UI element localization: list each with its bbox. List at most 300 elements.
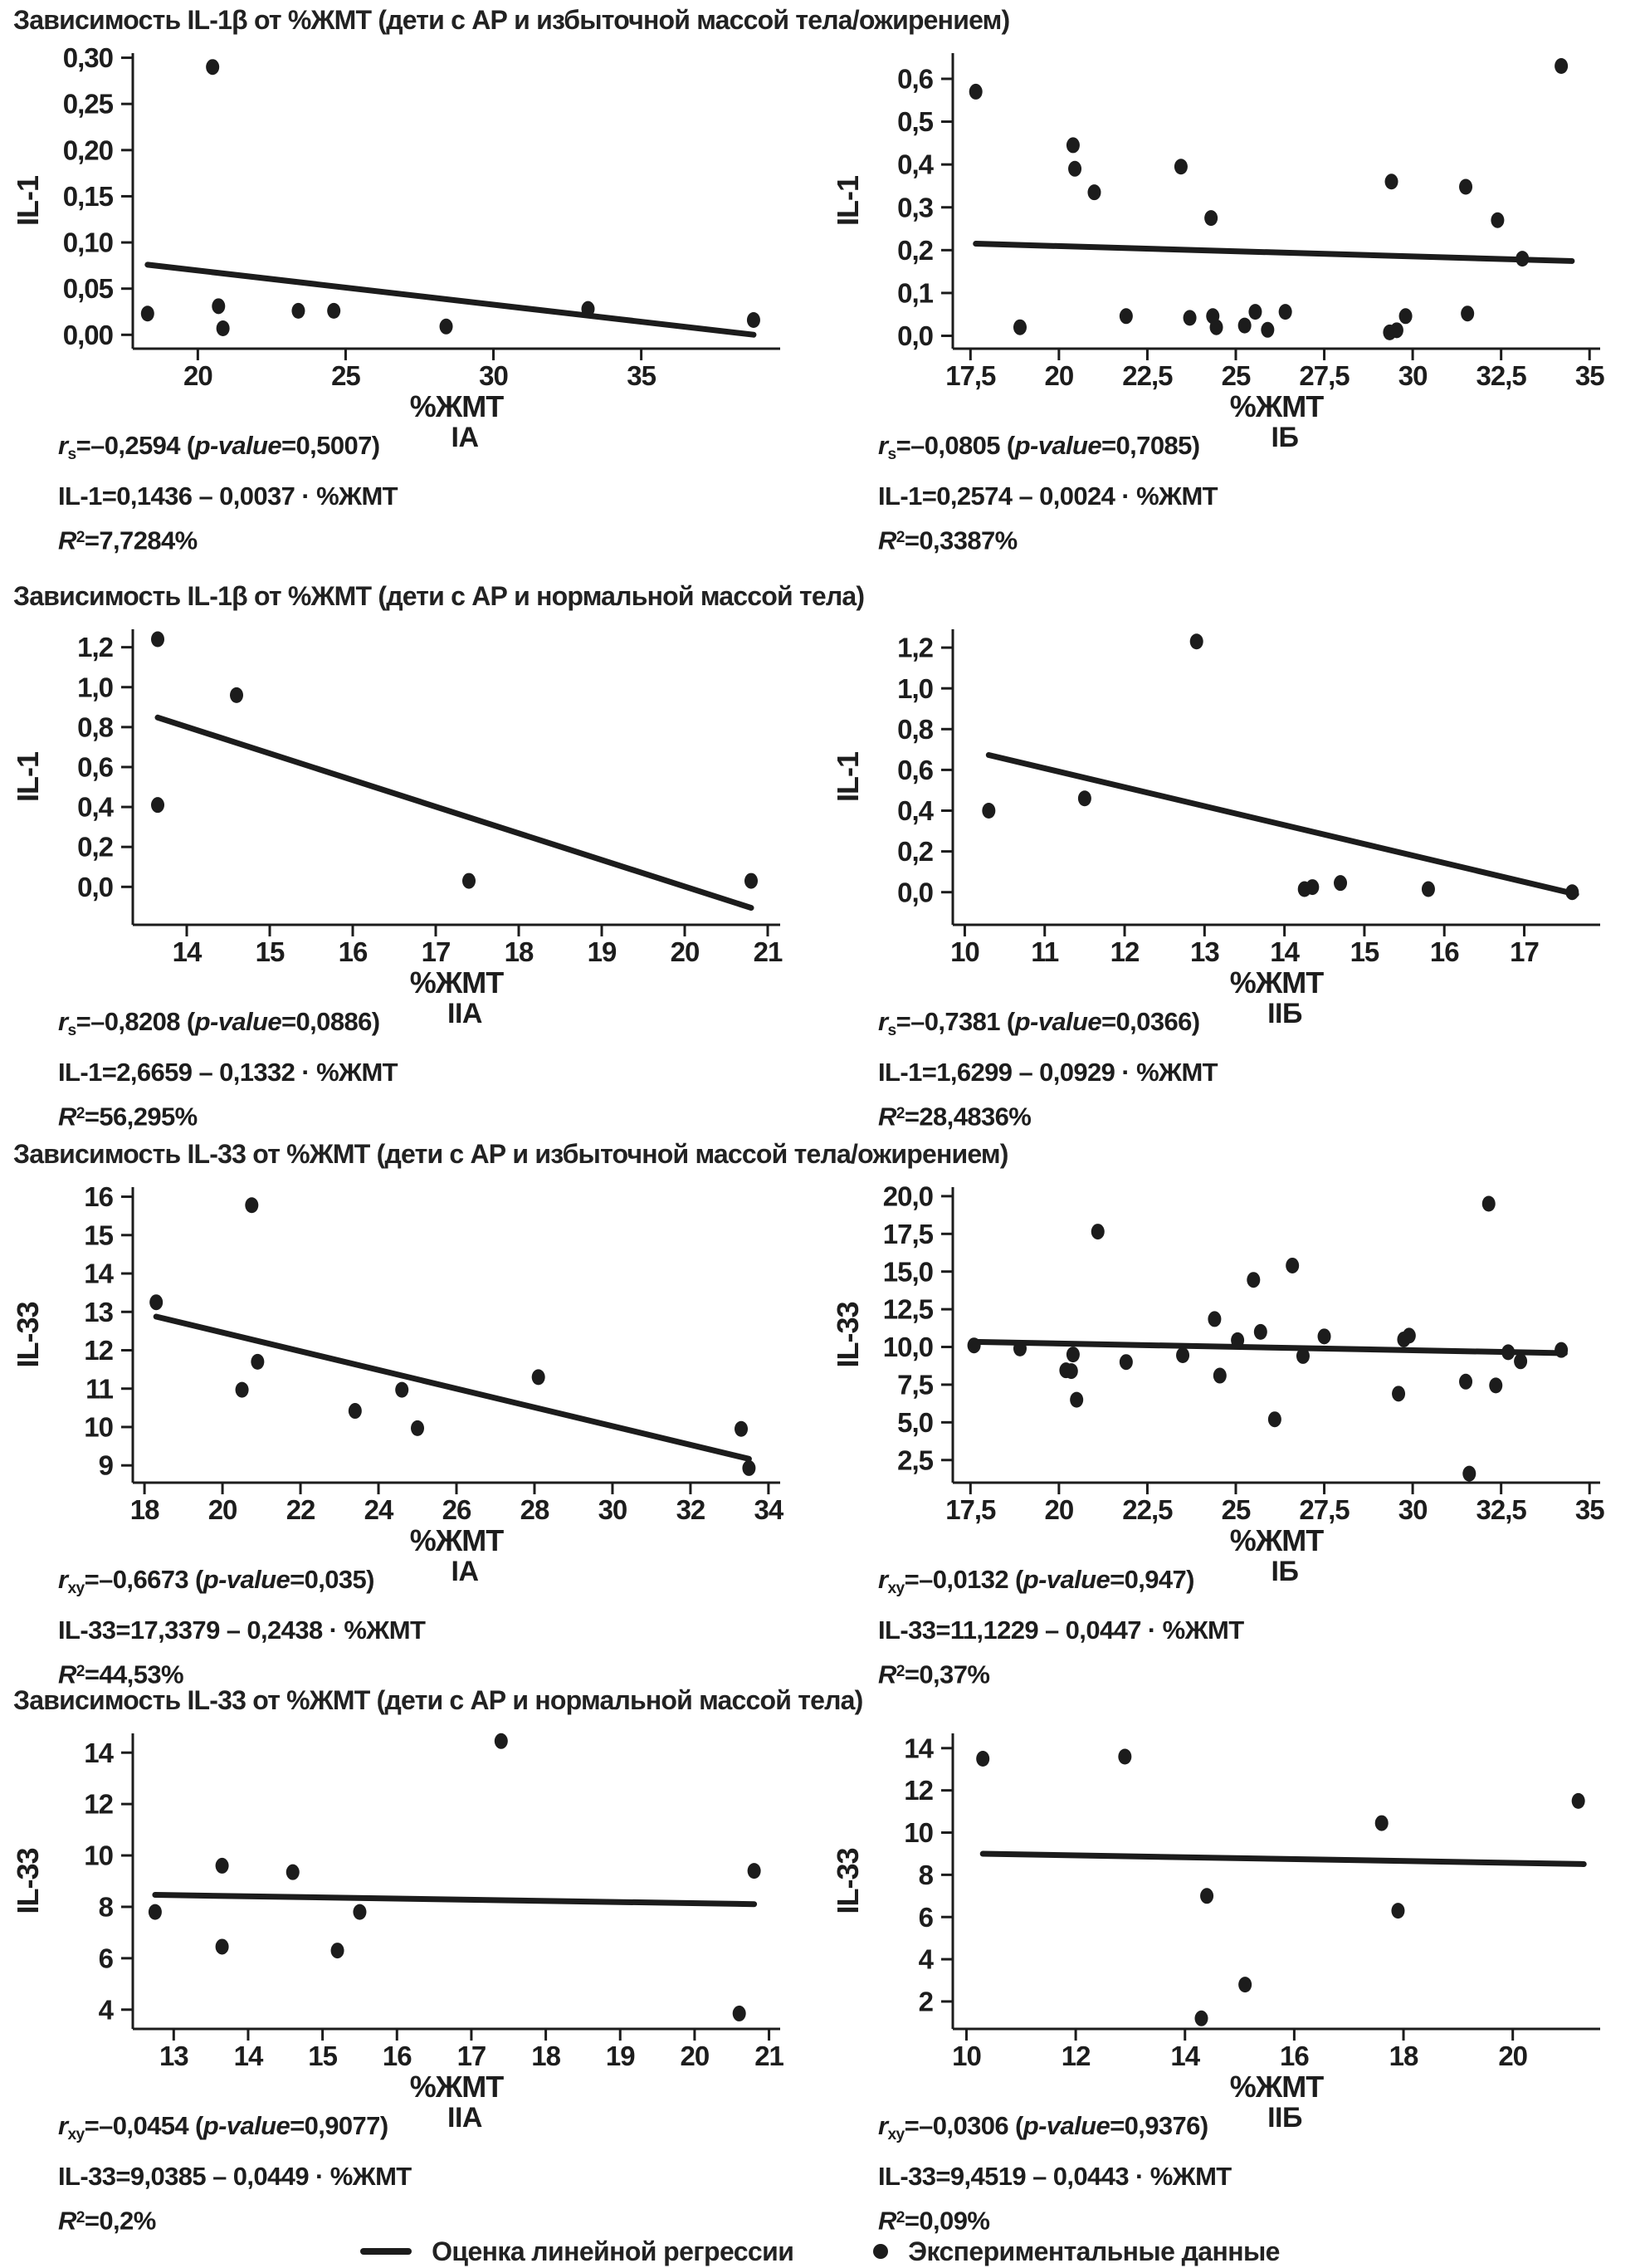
data-point	[976, 1751, 989, 1767]
x-tick-label: 22,5	[1122, 360, 1173, 391]
data-point	[1555, 1342, 1568, 1358]
y-tick-label: 0,05	[62, 273, 113, 305]
data-point	[286, 1865, 300, 1880]
x-tick-label: 20	[670, 936, 700, 967]
stats-block	[878, 425, 1218, 561]
data-point	[1200, 1888, 1213, 1904]
data-point	[982, 803, 995, 819]
x-tick-label: 20	[680, 2041, 710, 2071]
y-tick-label: 17,5	[882, 1218, 933, 1249]
y-tick-label: 0,0	[77, 871, 113, 902]
data-point	[1489, 1377, 1502, 1393]
panel-label: IБ	[1271, 1556, 1299, 1587]
x-tick-label: 30	[598, 1494, 627, 1525]
x-tick-label: 16	[1429, 936, 1459, 967]
y-tick-label: 15,0	[882, 1256, 933, 1288]
data-point	[1066, 137, 1080, 153]
y-tick-label: 14	[84, 1737, 113, 1768]
axes	[133, 1733, 780, 2029]
y-tick-label: 16	[84, 1181, 113, 1213]
data-point-swatch-icon	[873, 2244, 888, 2259]
y-tick-label: 0,15	[62, 180, 113, 212]
data-point	[1491, 213, 1504, 228]
data-point	[968, 1337, 981, 1353]
x-tick-label: 18	[129, 1494, 159, 1525]
data-point	[1247, 1272, 1260, 1288]
y-tick-label: 14	[904, 1733, 933, 1764]
x-tick-label: 35	[627, 360, 656, 391]
data-point	[748, 1863, 761, 1879]
data-point	[1068, 161, 1081, 177]
data-point	[1385, 174, 1398, 189]
data-point	[1422, 882, 1435, 897]
y-tick-label: 15	[84, 1220, 113, 1251]
data-point	[1120, 308, 1133, 324]
y-axis-label: IL-1	[831, 751, 865, 803]
y-tick-label: 0,30	[62, 42, 113, 74]
y-tick-label: 10	[84, 1411, 113, 1443]
scatter-chart-IIA-il-1	[0, 618, 788, 995]
stats-block	[58, 1559, 425, 1695]
data-point	[744, 873, 758, 889]
x-axis-label: %ЖМТ	[1229, 2070, 1324, 2099]
data-point	[1318, 1328, 1331, 1344]
legend-item-experimental	[873, 2236, 1280, 2267]
data-point	[1254, 1324, 1267, 1340]
scatter-chart-IA-il-33	[0, 1176, 788, 1553]
x-tick-label: 27,5	[1299, 1494, 1350, 1525]
data-point	[742, 1460, 755, 1476]
data-point	[1516, 251, 1529, 266]
x-tick-label: 32,5	[1476, 1494, 1526, 1525]
data-point	[245, 1197, 258, 1213]
data-point	[1565, 884, 1579, 900]
x-tick-label: 17	[421, 936, 451, 967]
x-tick-label: 14	[1270, 936, 1299, 967]
data-point	[291, 303, 305, 319]
x-tick-label: 28	[520, 1494, 549, 1525]
data-point	[1194, 2011, 1208, 2026]
panel-label: IIA	[447, 2102, 482, 2134]
row-il33-overweight	[0, 1139, 1640, 1720]
x-tick-label: 17	[456, 2041, 486, 2071]
data-point	[1375, 1816, 1389, 1831]
x-tick-label: 14	[172, 936, 202, 967]
row-title: Зависимость IL-33 от %ЖМТ (дети с АР и избыточной массой тела/ожирением)	[13, 1139, 1008, 1169]
data-point	[251, 1354, 264, 1370]
data-point	[216, 1938, 229, 1954]
x-tick-label: 22	[286, 1494, 315, 1525]
data-point	[1184, 310, 1197, 325]
y-tick-label: 13	[84, 1296, 113, 1327]
stats-block	[878, 1559, 1244, 1695]
stats-correlation-line: $r_{xy}=-0,6673$ (p-value=0,035)	[58, 1565, 374, 1597]
data-point	[462, 873, 476, 889]
data-point	[151, 797, 164, 813]
data-point	[1248, 304, 1262, 320]
axes	[953, 1187, 1600, 1483]
y-tick-label: 20,0	[882, 1180, 933, 1212]
data-point	[1091, 1224, 1105, 1239]
data-point	[1070, 1392, 1083, 1408]
data-point	[1231, 1332, 1244, 1348]
stats-correlation-line: $r_{xy}=-0,0306$ (p-value=0,9376)	[878, 2111, 1208, 2143]
data-point	[1461, 305, 1474, 321]
x-tick-label: 16	[382, 2041, 412, 2071]
x-tick-label: 21	[754, 2041, 783, 2071]
x-tick-label: 20	[1498, 2041, 1528, 2071]
y-tick-label: 0,25	[62, 88, 113, 120]
data-point	[733, 2006, 746, 2021]
y-tick-label: 0,6	[897, 754, 933, 785]
panel-label: IIA	[447, 998, 482, 1029]
x-tick-label: 32	[676, 1494, 705, 1525]
stats-r2-line: $R^2=0,2\%$	[58, 2206, 156, 2236]
x-tick-label: 21	[753, 936, 783, 967]
data-point	[1261, 322, 1274, 338]
x-axis-label: %ЖМТ	[409, 389, 504, 419]
data-point	[1399, 308, 1413, 324]
stats-r2-line: $R^2=0,3387\%$	[878, 525, 1018, 555]
scatter-chart-IБ-il-1	[820, 42, 1608, 419]
data-point	[1501, 1344, 1515, 1360]
row-il1-overweight	[0, 5, 1640, 586]
y-tick-label: 6	[98, 1943, 113, 1974]
y-axis-label: IL-33	[831, 1302, 865, 1368]
data-point	[1120, 1354, 1133, 1370]
data-point	[1268, 1411, 1281, 1427]
x-tick-label: 35	[1574, 360, 1604, 391]
stats-r2-line: $R^2=28,4836\%$	[878, 1102, 1032, 1132]
data-point	[236, 1382, 249, 1398]
x-tick-label: 27,5	[1299, 360, 1350, 391]
panel-il1-overweight-a	[0, 42, 820, 581]
x-tick-label: 30	[1398, 360, 1428, 391]
y-tick-label: 1,2	[897, 632, 933, 663]
data-point	[349, 1403, 362, 1419]
stats-correlation-line: $r_s=-0,0805$ (p-value=0,7085)	[878, 431, 1200, 463]
x-tick-label: 16	[1280, 2041, 1309, 2071]
regression-line-swatch-icon	[360, 2248, 412, 2255]
y-tick-label: 4	[918, 1943, 933, 1975]
row-title: Зависимость IL-33 от %ЖМТ (дети с АР и нормальной массой тела)	[13, 1685, 863, 1715]
stats-equation-line: IL-33=11,1229 – 0,0447 · %ЖМТ	[878, 1615, 1244, 1645]
panel-il1-normal-a	[0, 618, 820, 1157]
x-tick-label: 22,5	[1122, 1494, 1173, 1525]
y-axis-label: IL-33	[831, 1848, 865, 1914]
panel-label: IA	[451, 1556, 479, 1587]
data-point	[1459, 1374, 1472, 1390]
x-tick-label: 10	[952, 2041, 981, 2071]
data-point	[141, 305, 154, 321]
stats-r2-line: $R^2=0,37\%$	[878, 1659, 990, 1689]
data-point	[747, 312, 760, 328]
x-tick-label: 18	[531, 2041, 560, 2071]
data-point	[1174, 159, 1188, 174]
data-point	[440, 319, 453, 335]
data-point	[1296, 1348, 1310, 1364]
scatter-chart-IA-il-1	[0, 42, 788, 419]
y-tick-label: 5,0	[897, 1406, 933, 1438]
data-point	[1392, 1386, 1405, 1401]
panel-il1-normal-b	[820, 618, 1640, 1157]
axes	[133, 53, 780, 349]
stats-block	[58, 1001, 398, 1137]
y-tick-label: 0,4	[897, 149, 933, 180]
scatter-chart-IБ-il-33	[820, 1176, 1608, 1553]
row-il33-normal	[0, 1685, 1640, 2266]
y-tick-label: 0,8	[77, 711, 113, 743]
x-tick-label: 20	[207, 1494, 237, 1525]
stats-correlation-line: $r_{xy}=-0,0454$ (p-value=0,9077)	[58, 2111, 388, 2143]
y-tick-label: 0,0	[897, 320, 933, 352]
data-point	[1286, 1258, 1299, 1273]
data-point	[1176, 1347, 1189, 1363]
y-tick-label: 2	[918, 1986, 933, 2017]
y-tick-label: 0,2	[897, 234, 933, 266]
stats-equation-line: IL-1=0,2574 – 0,0024 · %ЖМТ	[878, 481, 1218, 511]
regression-line	[976, 244, 1572, 262]
y-tick-label: 1,2	[77, 632, 113, 663]
stats-correlation-line: $r_s=-0,7381$ (p-value=0,0366)	[878, 1007, 1200, 1039]
y-tick-label: 2,5	[897, 1444, 933, 1476]
x-tick-label: 17	[1510, 936, 1539, 967]
row-title: Зависимость IL-1β от %ЖМТ (дети с АР и избыточной массой тела/ожирением)	[13, 5, 1010, 35]
panel-label: IIБ	[1267, 2102, 1302, 2134]
y-tick-label: 12	[904, 1775, 933, 1806]
y-tick-label: 1,0	[77, 672, 113, 703]
y-tick-label: 0,4	[77, 791, 113, 823]
y-axis-label: IL-1	[11, 751, 45, 803]
data-point	[151, 632, 164, 648]
y-tick-label: 0,4	[897, 795, 933, 827]
stats-r2-line: $R^2=56,295\%$	[58, 1102, 198, 1132]
x-tick-label: 12	[1110, 936, 1140, 967]
x-tick-label: 30	[1398, 1494, 1428, 1525]
data-point	[411, 1420, 424, 1436]
panel-label: IБ	[1271, 422, 1299, 453]
data-point	[1087, 184, 1101, 200]
axes	[953, 629, 1600, 925]
stats-correlation-line: $r_{xy}=-0,0132$ (p-value=0,947)	[878, 1565, 1194, 1597]
y-tick-label: 0,00	[62, 319, 113, 350]
regression-line	[974, 1342, 1565, 1353]
x-axis-label: %ЖМТ	[409, 1523, 504, 1553]
data-point	[969, 84, 983, 100]
data-point	[1555, 58, 1568, 74]
y-tick-label: 12	[84, 1788, 113, 1820]
axes	[953, 53, 1600, 349]
x-tick-label: 34	[754, 1494, 783, 1525]
data-point	[212, 298, 225, 314]
data-point	[1078, 790, 1091, 806]
regression-line	[155, 1895, 754, 1904]
stats-block	[58, 425, 398, 561]
y-tick-label: 0,2	[77, 831, 113, 863]
x-axis-label: %ЖМТ	[409, 965, 504, 995]
regression-line	[983, 1854, 1584, 1864]
data-point	[532, 1369, 545, 1385]
panel-il33-normal-a	[0, 1722, 820, 2261]
x-tick-label: 17,5	[945, 1494, 996, 1525]
x-tick-label: 10	[950, 936, 979, 967]
regression-line	[988, 755, 1576, 894]
x-tick-label: 19	[587, 936, 617, 967]
x-tick-label: 16	[338, 936, 368, 967]
data-point	[1514, 1353, 1527, 1369]
data-point	[1391, 1903, 1404, 1919]
regression-line	[158, 717, 751, 907]
y-tick-label: 12,5	[882, 1293, 933, 1325]
data-point	[1118, 1748, 1131, 1764]
scatter-chart-IIA-il-33	[0, 1722, 788, 2099]
x-axis-label: %ЖМТ	[1229, 965, 1324, 995]
stats-equation-line: IL-33=9,0385 – 0,0449 · %ЖМТ	[58, 2161, 412, 2191]
x-axis-label: %ЖМТ	[1229, 389, 1324, 419]
stats-correlation-line: $r_s=-0,8208$ (p-value=0,0886)	[58, 1007, 380, 1039]
y-tick-label: 10,0	[882, 1332, 933, 1363]
x-tick-label: 15	[308, 2041, 337, 2071]
legend-regression-label: Оценка линейной регрессии	[432, 2236, 794, 2266]
stats-block	[58, 2105, 412, 2241]
y-axis-label: IL-1	[831, 175, 865, 227]
data-point	[353, 1904, 366, 1920]
stats-equation-line: IL-1=1,6299 – 0,0929 · %ЖМТ	[878, 1057, 1218, 1087]
y-tick-label: 10	[84, 1840, 113, 1871]
legend-item-regression	[360, 2236, 793, 2267]
data-point	[1204, 210, 1218, 226]
y-tick-label: 10	[904, 1817, 933, 1849]
x-tick-label: 26	[442, 1494, 471, 1525]
legend-experimental-label: Экспериментальные данные	[908, 2236, 1280, 2266]
y-axis-label: IL-33	[11, 1848, 45, 1914]
y-tick-label: 11	[85, 1373, 113, 1405]
x-tick-label: 25	[1221, 360, 1251, 391]
data-point	[495, 1733, 508, 1749]
x-tick-label: 14	[1170, 2041, 1200, 2071]
x-tick-label: 13	[1189, 936, 1219, 967]
data-point	[1065, 1363, 1078, 1379]
data-point	[327, 303, 340, 319]
x-tick-label: 30	[479, 360, 508, 391]
axes	[133, 629, 780, 925]
y-tick-label: 0,6	[77, 751, 113, 783]
x-tick-label: 20	[1044, 360, 1074, 391]
x-tick-label: 25	[331, 360, 360, 391]
x-tick-label: 15	[255, 936, 285, 967]
data-point	[1462, 1466, 1476, 1482]
row-il1-normal	[0, 581, 1640, 1162]
axes	[953, 1733, 1600, 2029]
y-tick-label: 9	[98, 1449, 113, 1481]
y-axis-label: IL-1	[11, 175, 45, 227]
x-tick-label: 14	[233, 2041, 263, 2071]
data-point	[1279, 304, 1292, 320]
x-tick-label: 25	[1221, 1494, 1251, 1525]
panel-il33-overweight-b	[820, 1176, 1640, 1715]
y-tick-label: 8	[98, 1891, 113, 1923]
data-point	[1190, 633, 1203, 649]
data-point	[1238, 1977, 1252, 1992]
scatter-chart-IIБ-il-33	[820, 1722, 1608, 2099]
y-tick-label: 12	[84, 1335, 113, 1366]
x-tick-label: 19	[605, 2041, 635, 2071]
y-tick-label: 0,5	[897, 106, 933, 138]
x-tick-label: 13	[159, 2041, 188, 2071]
data-point	[1238, 318, 1252, 334]
x-axis-label: %ЖМТ	[1229, 1523, 1324, 1553]
stats-block	[878, 1001, 1218, 1137]
data-point	[149, 1294, 163, 1310]
data-point	[206, 59, 219, 75]
data-point	[1066, 1347, 1080, 1362]
x-tick-label: 17,5	[945, 360, 996, 391]
y-tick-label: 0,3	[897, 192, 933, 223]
y-tick-label: 0,20	[62, 134, 113, 166]
y-tick-label: 0,6	[897, 63, 933, 95]
x-axis-label: %ЖМТ	[409, 2070, 504, 2099]
x-tick-label: 20	[183, 360, 212, 391]
data-point	[331, 1943, 344, 1958]
panel-label: IIБ	[1267, 998, 1302, 1029]
data-point	[1013, 320, 1027, 335]
data-point	[1390, 322, 1403, 338]
y-tick-label: 4	[98, 1994, 113, 2026]
data-point	[1403, 1327, 1416, 1343]
stats-r2-line: $R^2=0,09\%$	[878, 2206, 990, 2236]
y-tick-label: 0,10	[62, 227, 113, 258]
row-title: Зависимость IL-1β от %ЖМТ (дети с АР и нормальной массой тела)	[13, 581, 865, 611]
y-tick-label: 7,5	[897, 1369, 933, 1400]
x-tick-label: 11	[1031, 936, 1059, 967]
y-axis-label: IL-33	[11, 1302, 45, 1368]
data-point	[149, 1904, 162, 1920]
x-tick-label: 32,5	[1476, 360, 1526, 391]
data-point	[1213, 1368, 1227, 1384]
panel-label: IA	[451, 422, 479, 453]
stats-r2-line: $R^2=44,53\%$	[58, 1659, 183, 1689]
data-point	[230, 687, 243, 703]
stats-block	[878, 2105, 1232, 2241]
panel-il1-overweight-b	[820, 42, 1640, 581]
data-point	[1208, 1311, 1221, 1327]
y-tick-label: 0,2	[897, 836, 933, 868]
x-tick-label: 24	[364, 1494, 393, 1525]
y-tick-label: 0,8	[897, 713, 933, 745]
stats-equation-line: IL-33=9,4519 – 0,0443 · %ЖМТ	[878, 2161, 1232, 2191]
data-point	[1210, 320, 1223, 335]
y-tick-label: 0,0	[897, 877, 933, 908]
stats-correlation-line: $r_s=-0,2594$ (p-value=0,5007)	[58, 431, 380, 463]
y-tick-label: 6	[918, 1901, 933, 1933]
y-tick-label: 14	[84, 1258, 113, 1289]
data-point	[1459, 178, 1472, 194]
x-tick-label: 35	[1574, 1494, 1604, 1525]
y-tick-label: 0,1	[897, 277, 933, 309]
stats-r2-line: $R^2=7,7284\%$	[58, 525, 198, 555]
x-tick-label: 18	[504, 936, 534, 967]
y-tick-label: 1,0	[897, 672, 933, 704]
y-tick-label: 8	[918, 1859, 933, 1890]
data-point	[735, 1421, 748, 1437]
panel-il33-overweight-a	[0, 1176, 820, 1715]
x-tick-label: 15	[1350, 936, 1379, 967]
data-point	[1306, 879, 1319, 895]
stats-equation-line: IL-1=2,6659 – 0,1332 · %ЖМТ	[58, 1057, 398, 1087]
data-point	[1482, 1195, 1496, 1211]
stats-equation-line: IL-33=17,3379 – 0,2438 · %ЖМТ	[58, 1615, 426, 1645]
data-point	[1334, 875, 1347, 891]
